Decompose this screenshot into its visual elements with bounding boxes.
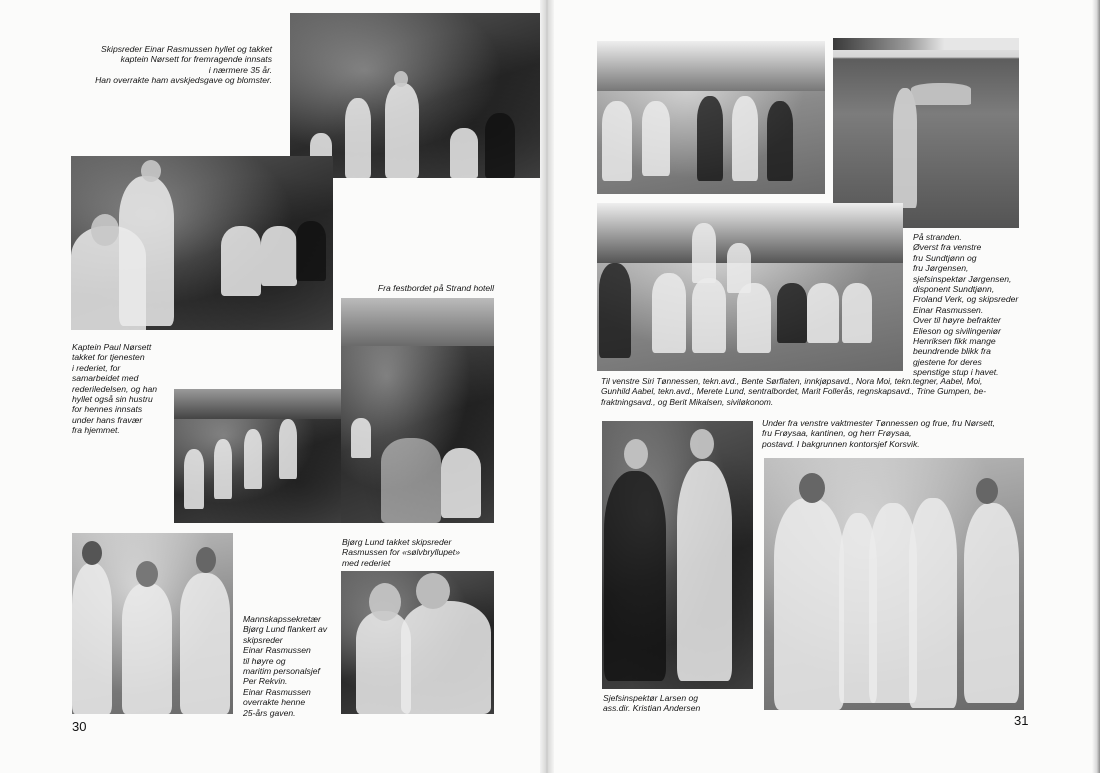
caption-bjorg-thanks: [342, 537, 502, 568]
caption-line: for hennes innsats: [72, 404, 143, 415]
caption-line: fra hjemmet.: [72, 425, 120, 436]
caption-line: postavd. I bakgrunnen kontorsjef Korsvik.: [762, 438, 920, 449]
caption-line: overrakte henne: [243, 697, 306, 708]
caption-line: Under fra venstre vaktmester Tønnessen og frue, fru Nørsett,: [762, 418, 996, 428]
caption-line: Fra festbordet på Strand hotell: [377, 283, 494, 293]
caption-line: i rederiet, for: [72, 362, 121, 373]
caption-til-venstre: [601, 376, 1033, 407]
photo-dining-hall: [174, 389, 341, 523]
caption-line: Kaptein Paul Nørsett: [72, 342, 152, 352]
caption-line: samarbeidet med: [72, 373, 139, 384]
caption-line: takket for tjenesten: [72, 352, 145, 363]
caption-line: under hans fravær: [72, 414, 143, 425]
page-edge: [1092, 0, 1100, 773]
caption-line: hyllet også sin hustru: [72, 394, 153, 405]
caption-line: Mannskapssekretær: [243, 614, 321, 624]
caption-line: Bjørg Lund takket skipsreder: [342, 537, 452, 547]
caption-line: rederiledelsen, og han: [72, 383, 158, 394]
caption-line: Einar Rasmussen.: [913, 304, 984, 315]
caption-kaptein: [72, 342, 172, 436]
caption-line: fru Sundtjønn og: [913, 252, 977, 263]
caption-line: Einar Rasmussen: [243, 686, 311, 697]
caption-line: fraktningsavd., og Berit Mikalsen, siviløkonom.: [601, 396, 774, 407]
photo-kaptein-speech: [71, 156, 333, 330]
page-number-left: 30: [72, 719, 87, 734]
caption-line: skipsreder: [243, 634, 283, 645]
caption-line: Elieson og sivilingeniør: [913, 325, 1001, 336]
caption-under: [762, 418, 1022, 449]
book-gutter: [540, 0, 554, 773]
caption-line: 25-års gaven.: [243, 707, 296, 718]
caption-line: fru Jørgensen,: [913, 263, 969, 274]
photo-beach-group: [597, 41, 825, 194]
caption-mannskap: [243, 614, 339, 718]
photo-under-group: [764, 458, 1024, 710]
caption-line: spenstige stup i havet.: [913, 367, 999, 378]
caption-line: Han overrakte ham avskjedsgave og blomster.: [95, 75, 272, 86]
caption-line: fru Frøysaa, kantinen, og herr Frøysaa,: [762, 428, 912, 439]
caption-line: Øverst fra venstre: [913, 242, 982, 253]
caption-larsen: [603, 693, 753, 714]
caption-line: til høyre og: [243, 655, 286, 666]
photo-dive: [833, 38, 1019, 228]
caption-line: Over til høyre befrakter: [913, 315, 1001, 326]
photo-festbord: [341, 298, 494, 523]
caption-line: sjefsinspektør Jørgensen,: [913, 273, 1012, 284]
photo-bjorg-thanks: [341, 571, 494, 714]
caption-line: Sjefsinspektør Larsen og: [603, 693, 699, 703]
caption-line: beundrende blikk fra: [913, 346, 991, 357]
caption-line: Per Rekvin.: [243, 676, 288, 687]
caption-line: Henriksen fikk mange: [913, 336, 996, 347]
caption-stranden: [913, 232, 1053, 378]
caption-line: Til venstre Siri Tønnessen, tekn.avd., Bente Sørflaten, innkjøpsavd., Nora Moi, tekn.tegner, Aabel, Moi,: [601, 376, 983, 386]
caption-line: gjestene for deres: [913, 356, 982, 367]
photo-farewell-speech: [290, 13, 540, 178]
photo-larsen-andersen: [602, 421, 753, 689]
caption-line: Rasmussen for «sølvbryllupet»: [342, 547, 460, 558]
caption-line: Froland Verk, og skipsreder: [913, 294, 1019, 305]
caption-festbord: [341, 283, 494, 293]
caption-line: med rederiet: [342, 557, 391, 568]
caption-farewell: [80, 44, 272, 86]
caption-line: maritim personalsjef: [243, 666, 320, 677]
caption-line: På stranden.: [913, 232, 962, 242]
caption-line: kaptein Nørsett for fremragende innsats: [120, 54, 272, 65]
page-number-right: 31: [1014, 713, 1029, 728]
caption-line: ass.dir. Kristian Andersen: [603, 703, 701, 714]
photo-ladies-wall: [597, 203, 903, 371]
caption-line: Bjørg Lund flankert av: [243, 624, 328, 635]
caption-line: disponent Sundtjønn,: [913, 284, 995, 295]
caption-line: Skipsreder Einar Rasmussen hyllet og takket: [101, 44, 272, 54]
caption-line: Einar Rasmussen: [243, 645, 311, 656]
caption-line: i nærmere 35 år.: [208, 64, 272, 75]
photo-bjorg-lund-trio: [72, 533, 233, 714]
caption-line: Gunhild Aabel, tekn.avd., Merete Lund, sentralbordet, Marit Follerås, regnskapsavd., Trine Gumpen, be-: [601, 386, 986, 397]
